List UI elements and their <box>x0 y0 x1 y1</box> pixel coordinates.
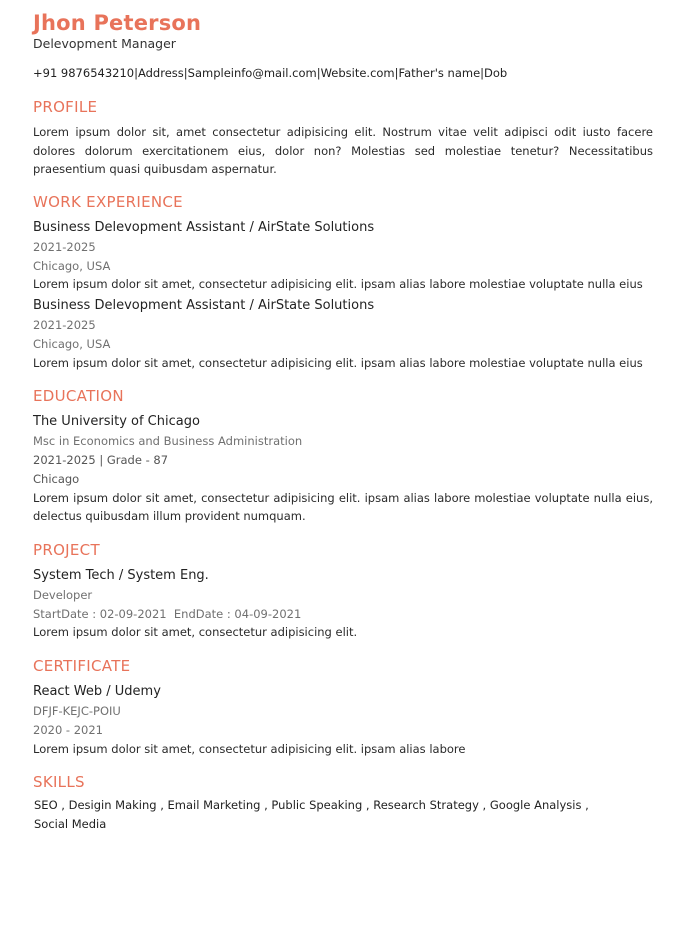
candidate-name: Jhon Peterson <box>33 11 202 35</box>
work-years: 2021-2025 <box>33 317 96 332</box>
contact-fathers-name: Father's name <box>398 66 481 80</box>
education-school: The University of Chicago <box>33 414 200 430</box>
education-degree: Msc in Economics and Business Administration <box>33 434 303 449</box>
contact-dob: Dob <box>484 66 508 80</box>
work-description: Lorem ipsum dolor sit amet, consectetur adipisicing elit. ipsam alias labore molestiae voluptate nulla eius <box>33 277 643 292</box>
skill-item: Desigin Making <box>68 798 157 813</box>
project-dates: StartDate : 02-09-2021 EndDate : 04-09-2021 <box>33 606 302 621</box>
profile-text: Lorem ipsum dolor sit, amet consectetur adipisicing elit. Nostrum vitae velit adipisci odit iusto facere dolores dolorum exercitationem eius, dolor non? Molestias sed molestiae tenetur? Necessitatibus praesentium quasi quibusdam aspernatur. <box>33 125 653 177</box>
work-years: 2021-2025 <box>33 239 96 254</box>
certificate-years: 2020 - 2021 <box>33 722 103 737</box>
skill-item: Social Media <box>34 817 107 832</box>
education-years-grade: 2021-2025 | Grade - 87 <box>33 452 169 467</box>
skill-item: Google Analysis <box>489 798 582 813</box>
work-role: Business Delevopment Assistant / AirState Solutions <box>33 219 375 235</box>
section-title-work-experience: WORK EXPERIENCE <box>33 192 183 211</box>
section-title-profile: PROFILE <box>33 98 98 116</box>
contact-email[interactable]: Sampleinfo@mail.com <box>187 66 317 80</box>
certificate-description: Lorem ipsum dolor sit amet, consectetur adipisicing elit. ipsam alias labore <box>33 741 466 756</box>
work-role: Business Delevopment Assistant / AirState Solutions <box>33 297 375 313</box>
education-item <box>33 412 653 526</box>
skill-item: SEO <box>34 798 58 813</box>
work-item <box>33 218 653 294</box>
project-description: Lorem ipsum dolor sit amet, consectetur adipisicing elit. <box>33 625 358 640</box>
education-description: Lorem ipsum dolor sit amet, consectetur adipisicing elit. ipsam alias labore molestiae voluptate nulla eius, delectus quibusdam illum provident numquam. <box>33 490 653 524</box>
contact-line: +91 9876543210|Address|Sampleinfo@mail.com|Website.com|Father's name|Dob <box>33 66 508 80</box>
work-item <box>33 296 653 372</box>
skill-item: Public Speaking <box>271 798 363 813</box>
skill-item: Email Marketing <box>167 798 261 813</box>
section-title-project: PROJECT <box>33 540 100 559</box>
education-location: Chicago <box>33 471 80 486</box>
contact-website[interactable]: Website.com <box>320 66 395 80</box>
skill-item: Research Strategy <box>373 798 479 813</box>
certificate-name: React Web / Udemy <box>33 683 161 699</box>
skills-list: SEO , Desigin Making , Email Marketing , Public Speaking , Research Strategy , Google Analysis , Social Media <box>34 798 589 832</box>
section-title-certificate: CERTIFICATE <box>33 656 131 675</box>
project-item <box>33 566 653 642</box>
certificate-item <box>33 682 653 758</box>
section-title-skills: SKILLS <box>33 773 85 792</box>
project-role: Developer <box>33 587 93 602</box>
work-location: Chicago, USA <box>33 258 111 273</box>
contact-address: Address <box>137 66 184 80</box>
contact-phone: +91 9876543210 <box>33 66 135 80</box>
section-title-education: EDUCATION <box>33 387 124 406</box>
resume-page <box>33 10 653 834</box>
certificate-code: DFJF-KEJC-POIU <box>33 703 121 718</box>
work-description: Lorem ipsum dolor sit amet, consectetur adipisicing elit. ipsam alias labore molestiae voluptate nulla eius <box>33 355 643 370</box>
job-title: Delevopment Manager <box>33 36 176 51</box>
project-name: System Tech / System Eng. <box>33 567 209 583</box>
work-location: Chicago, USA <box>33 336 111 351</box>
